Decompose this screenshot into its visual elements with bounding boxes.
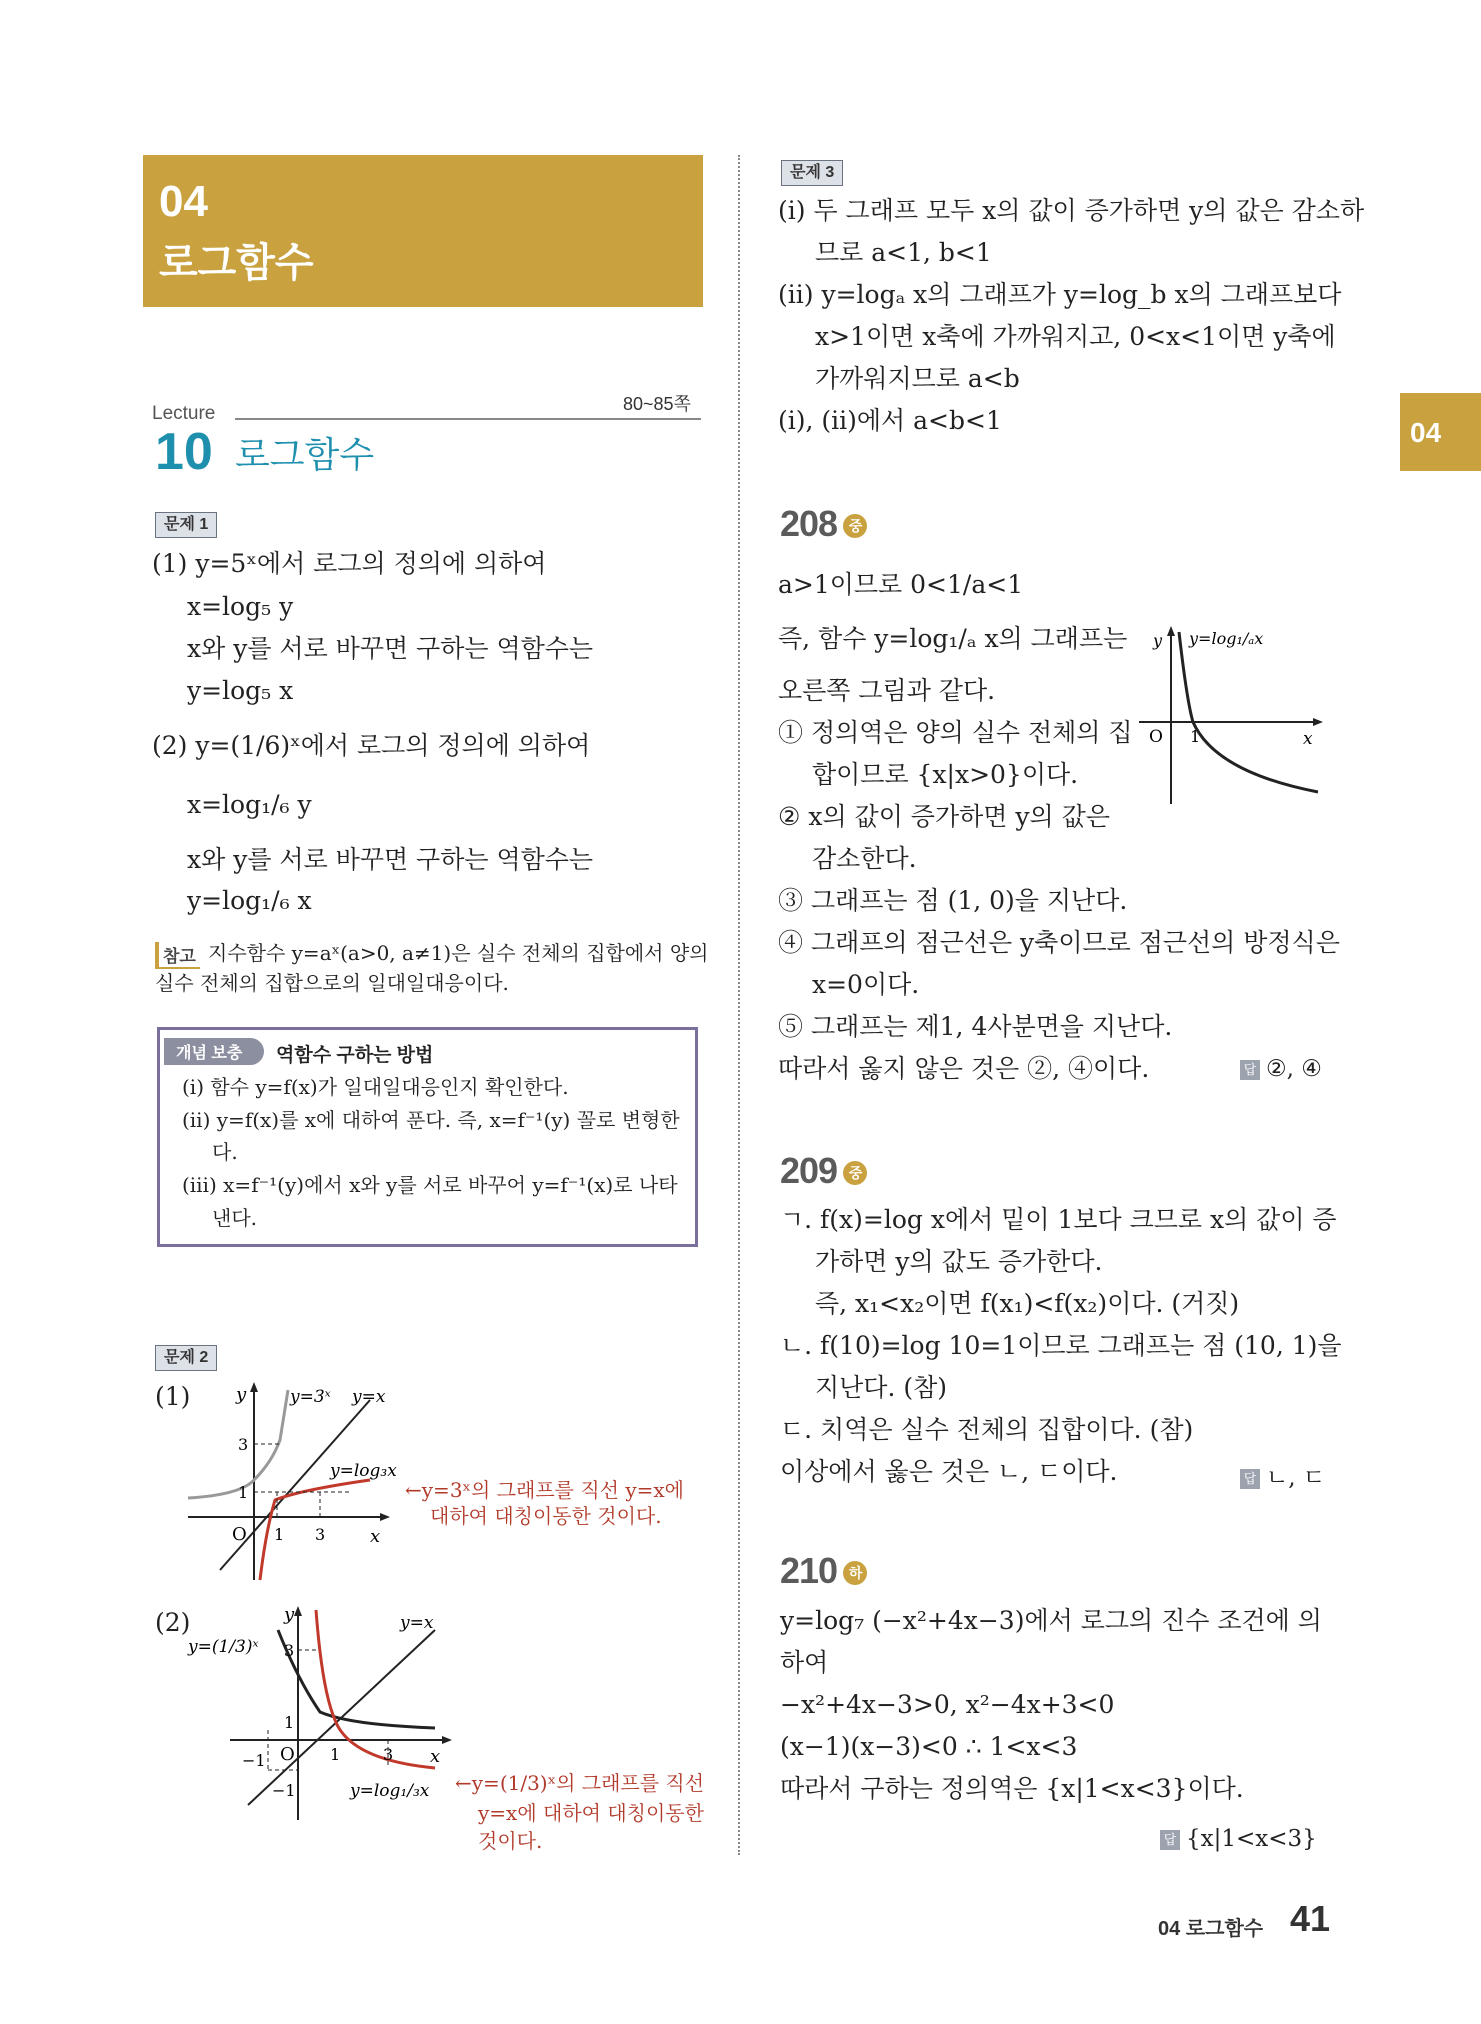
q208-tick: 1: [1190, 727, 1201, 746]
graph2-tick: −1: [242, 1751, 266, 1770]
graph1: [180, 1380, 440, 1585]
concept-label: 개념 보충: [164, 1038, 264, 1065]
q210-line: (x−1)(x−3)<0 ∴ 1<x<3: [780, 1732, 1078, 1761]
p3-line: (ⅱ) y=logₐ x의 그래프가 y=log_b x의 그래프보다: [778, 280, 1342, 309]
q210-line: −x²+4x−3>0, x²−4x+3<0: [780, 1690, 1115, 1719]
graph2-tick: 1: [330, 1745, 341, 1764]
q208-y-label: y: [1153, 631, 1163, 650]
q208-x-label: x: [1303, 729, 1313, 749]
graph1-origin: O: [232, 1524, 247, 1545]
graph1-tick: 1: [274, 1525, 285, 1544]
graph1-note: ←y=3ˣ의 그래프를 직선 y=x에: [405, 1478, 684, 1502]
q208-line: ① 정의역은 양의 실수 전체의 집: [778, 718, 1133, 747]
question-210-number: [780, 1550, 867, 1592]
q209-answer: [1240, 1459, 1325, 1492]
graph2-exp-label: y=(1/3)ˣ: [188, 1637, 259, 1657]
lecture-number: 10: [155, 423, 213, 481]
q208-x-arrow: [1313, 718, 1323, 726]
q208-line: 오른쪽 그림과 같다.: [778, 676, 996, 705]
p1-line: x=log₅ y: [187, 592, 294, 621]
graph2-note: ←y=(1/3)ˣ의 그래프를 직선: [455, 1771, 705, 1795]
chapter-number: 04: [159, 177, 208, 226]
question-209-number: [780, 1150, 867, 1192]
level-badge: 하: [843, 1561, 867, 1585]
q208-line: 감소한다.: [812, 844, 917, 873]
graph1-y-arrow: [250, 1382, 258, 1392]
concept-line: (ⅰ) 함수 y=f(x)가 일대일대응인지 확인한다.: [182, 1075, 569, 1099]
p1-line: x와 y를 서로 바꾸면 구하는 역함수는: [187, 845, 594, 874]
p3-line: (ⅰ) 두 그래프 모두 x의 값이 증가하면 y의 값은 감소하: [778, 196, 1365, 225]
q210-line: y=log₇ (−x²+4x−3)에서 로그의 진수 조건에 의: [780, 1606, 1322, 1635]
answer-text: ②, ④: [1266, 1056, 1322, 1082]
chapter-banner: [143, 155, 703, 307]
problem-3-tag: 문제 3: [781, 160, 843, 186]
problem-1-tag: 문제 1: [155, 512, 217, 538]
answer-label: 답: [1240, 1469, 1260, 1489]
problem-2-tag: 문제 2: [155, 1345, 217, 1371]
q208-line: ③ 그래프는 점 (1, 0)을 지난다.: [778, 886, 1128, 915]
lecture-word: Lecture: [152, 403, 216, 424]
graph2-tick: 1: [284, 1713, 295, 1732]
graph1-log-label: y=log₃x: [330, 1461, 397, 1481]
q209-line: 즉, x₁<x₂이면 f(x₁)<f(x₂)이다. (거짓): [815, 1289, 1240, 1318]
level-badge: 중: [843, 514, 867, 538]
graph2-line-label: y=x: [400, 1613, 434, 1633]
graph2-tick: 3: [284, 1641, 295, 1660]
q210-line: 따라서 구하는 정의역은 {x|1<x<3}이다.: [780, 1774, 1244, 1803]
q208-answer: [1240, 1056, 1322, 1082]
p1-line: y=log₁/₆ x: [187, 886, 312, 915]
p3-line: (ⅰ), (ⅱ)에서 a<b<1: [778, 406, 1002, 435]
q209-line: ㄱ. f(x)=log x에서 밑이 1보다 크므로 x의 값이 증: [780, 1205, 1337, 1234]
graph1-exp-label: y=3ˣ: [290, 1387, 331, 1407]
graph1-x-label: x: [370, 1526, 381, 1547]
graph1-tick: 3: [315, 1525, 326, 1544]
q209-line: 이상에서 옳은 것은 ㄴ, ㄷ이다.: [780, 1457, 1118, 1486]
footer-chapter: 04 로그함수: [1158, 1918, 1264, 1940]
p1-line: y=log₅ x: [187, 676, 294, 705]
side-tab-label: 04: [1410, 417, 1442, 448]
question-208-number: [780, 503, 867, 545]
concept-line: (ⅱ) y=f(x)를 x에 대하여 푼다. 즉, x=f⁻¹(y) 꼴로 변형한: [182, 1108, 680, 1132]
answer-text: ㄴ, ㄷ: [1266, 1465, 1326, 1491]
concept-line: 낸다.: [212, 1206, 257, 1230]
q210-answer: [1160, 1826, 1317, 1852]
page-number: 41: [1290, 1898, 1331, 1939]
q208-line: ⑤ 그래프는 제1, 4사분면을 지난다.: [778, 1012, 1173, 1041]
q208-line: ② x의 값이 증가하면 y의 값은: [778, 802, 1110, 831]
q208-line: ④ 그래프의 점근선은 y축이므로 점근선의 방정식은: [778, 928, 1340, 957]
q209-line: ㄷ. 치역은 실수 전체의 집합이다. (참): [780, 1415, 1194, 1444]
graph1-y-label: y: [236, 1384, 247, 1405]
q208-graph: [1135, 622, 1335, 807]
note-line: 실수 전체의 집합으로의 일대일대응이다.: [155, 971, 509, 995]
graph1-tick: 1: [238, 1483, 249, 1502]
graph1-label: (1): [155, 1382, 191, 1411]
graph1-x-arrow: [380, 1513, 390, 1521]
q209-line: ㄴ. f(10)=log 10=1이므로 그래프는 점 (10, 1)을: [780, 1331, 1342, 1360]
q208-line: 합이므로 {x|x>0}이다.: [812, 760, 1079, 789]
graph2-note: y=x에 대하여 대칭이동한: [478, 1801, 704, 1825]
concept-line: 다.: [212, 1140, 238, 1164]
graph1-tick: 3: [238, 1435, 249, 1454]
q208-line: 따라서 옳지 않은 것은 ②, ④이다.: [778, 1054, 1150, 1083]
concept-box: [157, 1027, 698, 1247]
graph2-y-label: y: [284, 1604, 295, 1625]
q208-line: x=0이다.: [812, 970, 920, 999]
q208-origin: O: [1149, 727, 1163, 747]
answer-text: {x|1<x<3}: [1186, 1826, 1317, 1852]
concept-title: 역함수 구하는 방법: [276, 1045, 434, 1066]
graph1-line-label: y=x: [352, 1387, 386, 1407]
p3-line: x>1이면 x축에 가까워지고, 0<x<1이면 y축에: [815, 322, 1336, 351]
p3-line: 가까워지므로 a<b: [815, 364, 1020, 393]
note-line: 지수함수 y=aˣ(a>0, a≠1)은 실수 전체의 집합에서 양의: [208, 941, 709, 965]
p3-line: 므로 a<1, b<1: [815, 238, 992, 267]
column-divider: [738, 155, 740, 1855]
concept-line: (ⅲ) x=f⁻¹(y)에서 x와 y를 서로 바꾸어 y=f⁻¹(x)로 나타: [182, 1173, 678, 1197]
p1-line: (1) y=5ˣ에서 로그의 정의에 의하여: [152, 549, 547, 578]
graph2: [180, 1600, 470, 1830]
graph2-x-label: x: [430, 1746, 441, 1767]
q208-line: 즉, 함수 y=log₁/ₐ x의 그래프는: [778, 624, 1128, 653]
graph2-y-arrow: [294, 1606, 302, 1616]
graph2-note: 것이다.: [478, 1829, 543, 1853]
q208-curve-label: y=log₁/ₐx: [1189, 629, 1264, 648]
answer-label: 답: [1240, 1060, 1260, 1080]
chapter-title: 로그함수: [159, 241, 314, 285]
q209-line: 가하면 y의 값도 증가한다.: [815, 1247, 1103, 1276]
graph2-log-label: y=log₁/₃x: [350, 1781, 430, 1801]
answer-label: 답: [1160, 1830, 1180, 1850]
graph2-tick: 3: [383, 1745, 394, 1764]
graph2-tick: −1: [272, 1781, 296, 1800]
q210-line: 하여: [780, 1648, 829, 1677]
graph2-x-arrow: [442, 1736, 452, 1744]
lecture-title: 로그함수: [235, 434, 375, 475]
question-number-text: 208: [780, 503, 838, 544]
level-badge: 중: [843, 1161, 867, 1185]
p1-line: x=log₁/₆ y: [187, 790, 312, 819]
question-number-text: 210: [780, 1550, 838, 1591]
graph2-label: (2): [155, 1608, 191, 1637]
q209-line: 지난다. (참): [815, 1373, 948, 1402]
graph2-origin: O: [280, 1744, 295, 1765]
graph1-note: 대하여 대칭이동한 것이다.: [430, 1504, 662, 1528]
p1-line: x와 y를 서로 바꾸면 구하는 역함수는: [187, 634, 594, 663]
graph2-exp-curve: [278, 1630, 435, 1728]
q208-line: a>1이므로 0<1/a<1: [778, 570, 1024, 599]
q208-y-arrow: [1167, 626, 1175, 636]
lecture-rule: [235, 418, 701, 420]
p1-line: (2) y=(1/6)ˣ에서 로그의 정의에 의하여: [152, 731, 591, 760]
q208-curve: [1179, 632, 1318, 792]
note-label: 참고: [155, 942, 200, 969]
lecture-pages: 80~85쪽: [623, 394, 691, 414]
side-tab: [1400, 393, 1481, 471]
question-number-text: 209: [780, 1150, 838, 1191]
